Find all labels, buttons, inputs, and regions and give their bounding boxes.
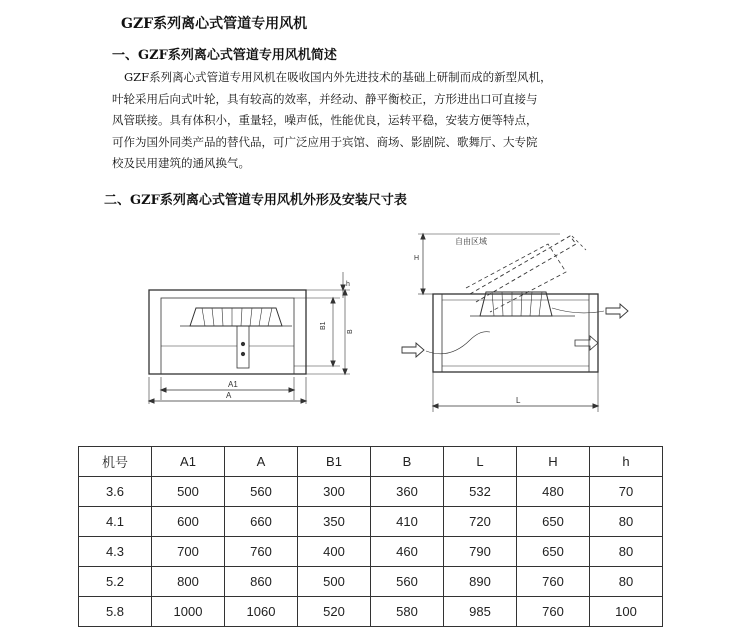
paragraph-line: 可作为国外同类产品的替代品，可广泛应用于宾馆、商场、影剧院、歌舞厅、大专院 — [112, 134, 538, 149]
dimension-table — [78, 446, 663, 627]
table-cell: 720 — [444, 507, 517, 537]
table-cell: 1000 — [152, 597, 225, 627]
table-cell: 500 — [298, 567, 371, 597]
table-row — [79, 567, 663, 597]
free-zone-label: 自由区域 — [455, 237, 487, 246]
front-inner — [161, 298, 294, 374]
paragraph-line: 叶轮采用后向式叶轮，具有较高的效率，并经动、静平衡校正，方形进出口可直接与 — [112, 91, 538, 106]
table-row — [79, 477, 663, 507]
table-cell: 650 — [517, 507, 590, 537]
table-cell: 70 — [590, 477, 663, 507]
dim-label-a: A — [226, 391, 232, 400]
dim-label-b1: B1 — [320, 321, 327, 330]
table-cell: 660 — [225, 507, 298, 537]
table-cell: 3.6 — [79, 477, 152, 507]
table-cell: 700 — [152, 537, 225, 567]
table-cell: 500 — [152, 477, 225, 507]
col-header-a: A — [225, 447, 298, 477]
col-header-b: B — [371, 447, 444, 477]
col-header-b1: B1 — [298, 447, 371, 477]
table-cell: 760 — [517, 567, 590, 597]
outlet-arrow-icon — [606, 304, 628, 318]
paragraph-line: 风管联接。具有体积小，重量轻，噪声低，性能优良，运转平稳，安装方便等特点， — [112, 113, 538, 127]
table-cell: 410 — [371, 507, 444, 537]
side-housing — [433, 294, 598, 372]
fan-installation-drawing — [0, 220, 740, 438]
table-cell: 560 — [371, 567, 444, 597]
table-cell: 80 — [590, 537, 663, 567]
table-cell: 560 — [225, 477, 298, 507]
col-header-h: h — [590, 447, 663, 477]
section1-heading: 一、GZF系列离心式管道专用风机简述 — [112, 48, 337, 63]
table-cell: 4.3 — [79, 537, 152, 567]
table-cell: 350 — [298, 507, 371, 537]
table-cell: 80 — [590, 507, 663, 537]
table-cell: 800 — [152, 567, 225, 597]
dim-label-h-upper: H — [414, 255, 420, 262]
table-cell: 80 — [590, 567, 663, 597]
table-row — [79, 507, 663, 537]
dim-label-l: L — [516, 396, 521, 405]
side-view — [402, 234, 628, 412]
table-cell: 760 — [517, 597, 590, 627]
table-header-row — [79, 447, 663, 477]
table-cell: 5.8 — [79, 597, 152, 627]
table-cell: 1060 — [225, 597, 298, 627]
side-outlet-arrow-icon — [575, 336, 598, 350]
col-header-h-upper: H — [517, 447, 590, 477]
table-cell: 520 — [298, 597, 371, 627]
table-cell: 532 — [444, 477, 517, 507]
table-cell: 985 — [444, 597, 517, 627]
table-cell: 790 — [444, 537, 517, 567]
table-cell: 890 — [444, 567, 517, 597]
table-cell: 460 — [371, 537, 444, 567]
table-cell: 760 — [225, 537, 298, 567]
table-cell: 860 — [225, 567, 298, 597]
col-header-model: 机号 — [79, 447, 152, 477]
table-cell: 5.2 — [79, 567, 152, 597]
table-cell: 600 — [152, 507, 225, 537]
inlet-arrow-icon — [402, 343, 424, 357]
table-cell: 580 — [371, 597, 444, 627]
paragraph-line: GZF系列离心式管道专用风机在吸收国内外先进技术的基础上研制而成的新型风机， — [124, 70, 552, 84]
dim-label-a1: A1 — [228, 380, 238, 389]
table-cell: 650 — [517, 537, 590, 567]
col-header-l: L — [444, 447, 517, 477]
front-housing — [149, 290, 306, 374]
side-impeller-icon — [480, 292, 552, 316]
page-title: GZF系列离心式管道专用风机 — [121, 16, 308, 32]
table-cell: 480 — [517, 477, 590, 507]
dim-label-h: h — [346, 281, 350, 288]
intro-paragraph — [112, 67, 642, 175]
table-cell: 400 — [298, 537, 371, 567]
table-cell: 360 — [371, 477, 444, 507]
paragraph-line: 校及民用建筑的通风换气。 — [112, 156, 250, 170]
table-cell: 4.1 — [79, 507, 152, 537]
table-cell: 100 — [590, 597, 663, 627]
dim-label-b: B — [347, 329, 354, 334]
table-cell: 300 — [298, 477, 371, 507]
motor — [237, 326, 249, 368]
table-row — [79, 597, 663, 627]
section2-heading: 二、GZF系列离心式管道专用风机外形及安装尺寸表 — [104, 193, 407, 208]
table-row — [79, 537, 663, 567]
front-view — [149, 272, 354, 404]
col-header-a1: A1 — [152, 447, 225, 477]
